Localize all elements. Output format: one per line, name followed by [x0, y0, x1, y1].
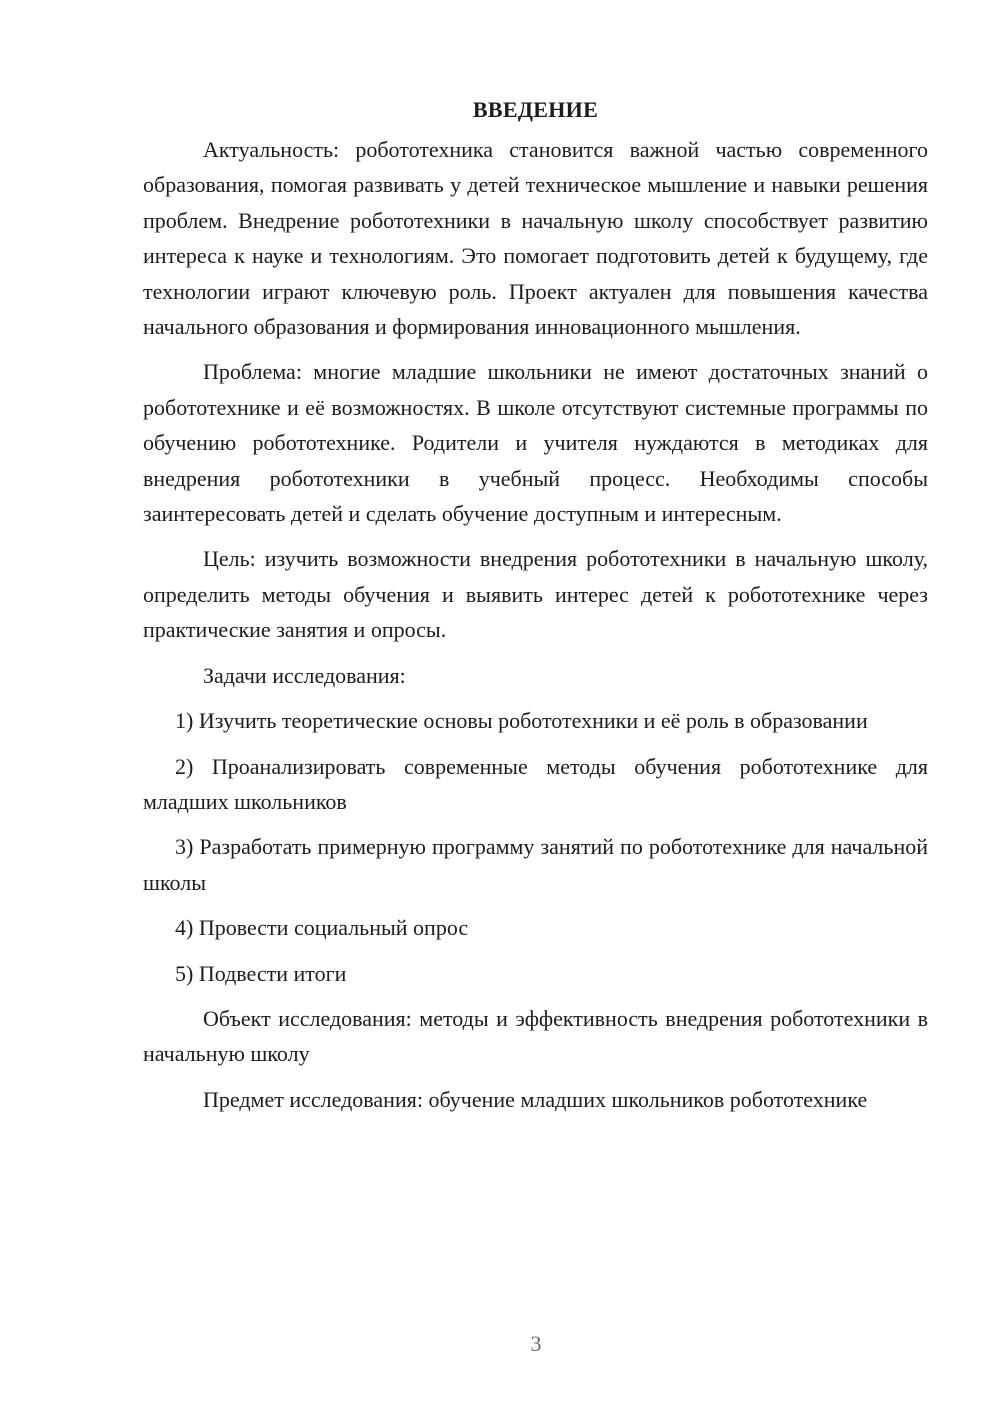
problem-paragraph: Проблема: многие младшие школьники не имеют достаточных знаний о робототехнике и её возможностях. В школе отсутствуют системные программы по обучению робототехнике. Родители и учителя нуждаются в методиках для внедрения робототехники в учебный процесс. Необходимы способы заинтересовать детей и сделать обучение доступным и интересным.	[143, 359, 928, 527]
research-object-paragraph: Объект исследования: методы и эффективность внедрения робототехники в начальную школу	[143, 1005, 928, 1067]
task-item-2: 2) Проанализировать современные методы обучения робототехнике для младших школьников	[143, 753, 928, 814]
document-page	[143, 88, 928, 1127]
tasks-heading: Задачи исследования:	[203, 662, 406, 688]
task-item-4: 4) Провести социальный опрос	[175, 915, 469, 941]
task-item-3: 3) Разработать примерную программу занятий по робототехнике для начальной школы	[143, 834, 928, 895]
goal-paragraph: Цель: изучить возможности внедрения робототехники в начальную школу, определить методы обучения и выявить интерес детей к робототехнике через практические занятия и опросы.	[143, 546, 928, 643]
relevance-paragraph: Актуальность: робототехника становится важной частью современного образования, помогая развивать у детей техническое мышление и навыки решения проблем. Внедрение робототехники в начальную школу способствует развитию интереса к науке и технологиям. Это помогает подготовить детей к будущему, где технологии играют ключевую роль. Проект актуален для повышения качества начального образования и формирования инновационного мышления.	[143, 137, 928, 340]
task-item-5: 5) Подвести итоги	[175, 960, 347, 986]
research-subject-paragraph: Предмет исследования: обучение младших школьников робототехнике	[203, 1086, 868, 1112]
page-number: 3	[530, 1331, 542, 1356]
section-heading: ВВЕДЕНИЕ	[472, 97, 599, 122]
task-item-1: 1) Изучить теоретические основы робототехники и её роль в образовании	[175, 708, 868, 734]
